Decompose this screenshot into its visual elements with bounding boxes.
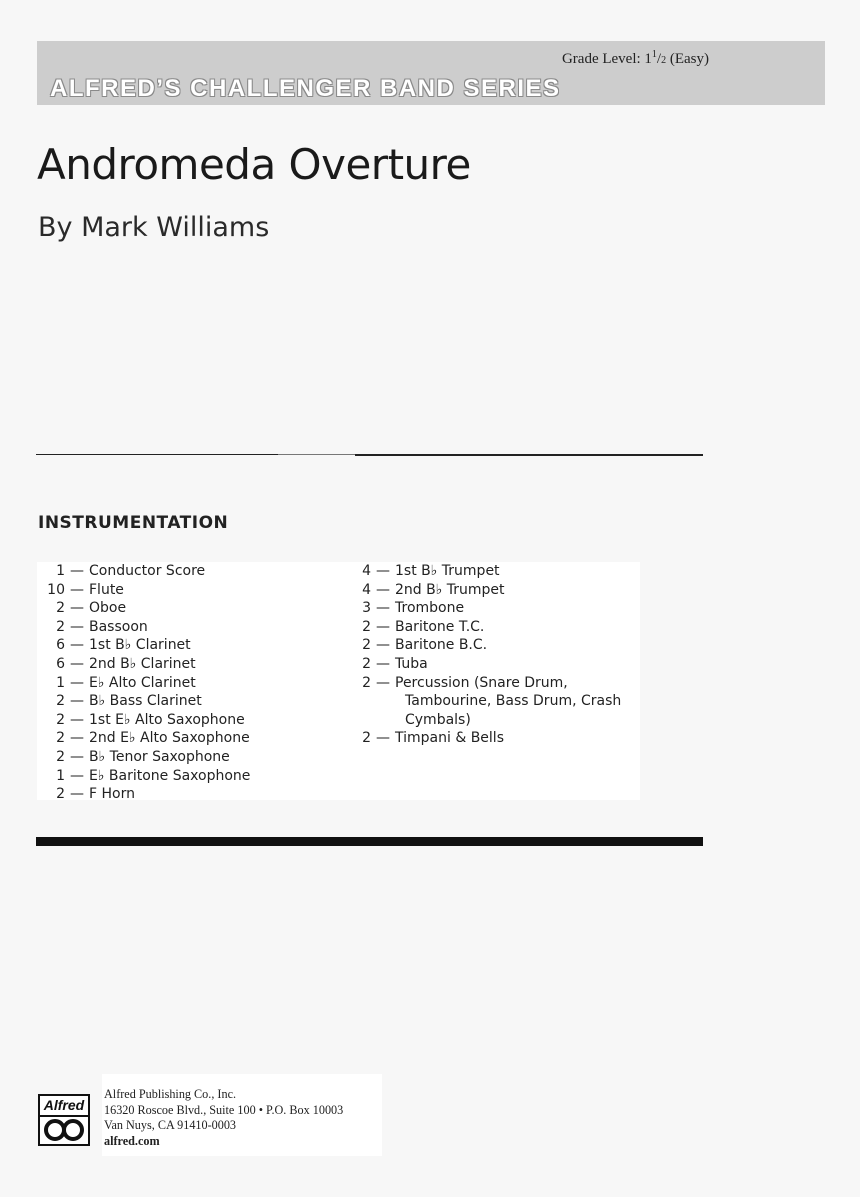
composer-byline: By Mark Williams: [38, 212, 270, 243]
instrument-dash: —: [70, 618, 84, 635]
instrument-name: [89, 599, 126, 618]
instrument-quantity: 1: [56, 767, 65, 784]
instrument-dash: —: [70, 674, 84, 691]
instrument-quantity: 1: [56, 563, 65, 579]
instrument-quantity: 2: [56, 693, 65, 710]
instrument-quantity: 2: [362, 637, 371, 654]
instrument-dash: —: [70, 563, 84, 579]
series-banner: [37, 41, 825, 105]
instrument-name-continued: Tambourine, Bass Drum, Crash: [405, 693, 622, 710]
instrument-quantity: 3: [362, 600, 371, 617]
instrumentation-heading: INSTRUMENTATION: [38, 513, 229, 533]
instrument-row: [37, 674, 337, 693]
instrument-name: [89, 655, 196, 674]
instrument-quantity: 2: [362, 674, 371, 691]
instrument-name: [395, 599, 625, 618]
grade-num: 1: [651, 49, 657, 60]
instrument-name: [89, 618, 148, 637]
instrument-name-text: Bassoon: [89, 618, 148, 635]
instrument-name-text: 2nd B♭ Trumpet: [395, 581, 505, 598]
instrument-dash: —: [376, 730, 390, 747]
instrument-quantity: 2: [362, 730, 371, 747]
instrument-name-text: Conductor Score: [89, 563, 206, 579]
publisher-name: Alfred Publishing Co., Inc.: [104, 1087, 237, 1101]
instrument-row: [355, 618, 640, 637]
publisher-address-1: 16320 Roscoe Blvd., Suite 100 • P.O. Box 10003: [104, 1102, 344, 1117]
publisher-info: [102, 1074, 382, 1156]
instrument-name-text: 2nd E♭ Alto Saxophone: [89, 730, 250, 747]
instrument-name: [395, 618, 625, 637]
instrument-name: [89, 729, 250, 748]
instrument-name-text: 1st B♭ Clarinet: [89, 637, 191, 654]
alfred-mark-icon: [44, 1118, 84, 1142]
publisher-website[interactable]: alfred.com: [104, 1133, 160, 1148]
instrument-row: [355, 562, 640, 581]
instrument-row: [37, 562, 337, 581]
instrument-row: [37, 729, 337, 748]
instrument-row: [37, 711, 337, 730]
instrument-name-text: Trombone: [395, 600, 465, 617]
instrument-quantity: 2: [362, 655, 371, 672]
instrument-quantity: 2: [56, 748, 65, 765]
instrument-dash: —: [70, 711, 84, 728]
instrument-dash: —: [70, 730, 84, 747]
divider-thin-right: [355, 454, 703, 456]
instrument-name: [89, 785, 135, 804]
instrument-row: [37, 618, 337, 637]
instrument-name-text: B♭ Bass Clarinet: [89, 693, 202, 710]
instrument-name: [395, 562, 625, 581]
instrument-name-text: 2nd B♭ Clarinet: [89, 655, 196, 672]
instrument-name-text: 1st E♭ Alto Saxophone: [89, 711, 245, 728]
instrument-quantity: 2: [56, 618, 65, 635]
instrument-row: [355, 655, 640, 674]
grade-den: 2: [661, 55, 667, 66]
instrument-row: [37, 655, 337, 674]
instrument-dash: —: [376, 600, 390, 617]
instrument-quantity: 2: [56, 711, 65, 728]
instrument-name: [89, 711, 245, 730]
instrument-name-continued: Cymbals): [405, 711, 471, 728]
instrument-quantity: 6: [56, 655, 65, 672]
instrument-name: [89, 692, 202, 711]
instrument-name-text: Flute: [89, 581, 124, 598]
instrument-row: [37, 692, 337, 711]
grade-prefix: Grade Level: 1: [561, 51, 652, 67]
instrument-dash: —: [376, 618, 390, 635]
instrument-name-text: 1st B♭ Trumpet: [395, 563, 500, 579]
instrument-row: [37, 581, 337, 600]
instrument-dash: —: [376, 563, 390, 579]
instrument-quantity: 10: [47, 581, 65, 598]
instrument-quantity: 4: [362, 581, 371, 598]
instrument-dash: —: [70, 767, 84, 784]
instrument-row: [355, 674, 640, 730]
instrument-name: [395, 636, 625, 655]
series-title: ALFRED’S CHALLENGER BAND SERIES: [50, 75, 561, 102]
page-title: Andromeda Overture: [37, 140, 471, 189]
instrument-name: [89, 562, 205, 581]
instrument-column-right: [355, 562, 640, 748]
instrument-dash: —: [376, 581, 390, 598]
instrument-quantity: 2: [56, 730, 65, 747]
instrument-name: [89, 674, 196, 693]
instrument-row: [355, 581, 640, 600]
instrument-name-text: Baritone T.C.: [395, 618, 485, 635]
instrument-name: [395, 655, 625, 674]
instrument-name: [89, 748, 230, 767]
grade-suffix: (Easy): [666, 51, 709, 67]
instrument-name: [89, 636, 191, 655]
divider-thick: [36, 837, 703, 846]
instrumentation-list: [37, 562, 640, 803]
instrument-name: [395, 674, 625, 730]
divider-thin: [36, 454, 278, 455]
instrument-dash: —: [70, 637, 84, 654]
instrument-column-left: [37, 562, 337, 804]
instrument-name: [395, 729, 625, 748]
instrument-name-text: F Horn: [89, 786, 135, 803]
instrument-row: [37, 748, 337, 767]
instrument-name-text: Timpani & Bells: [395, 730, 504, 747]
instrument-row: [355, 636, 640, 655]
instrument-dash: —: [70, 581, 84, 598]
instrument-dash: —: [70, 600, 84, 617]
instrument-dash: —: [376, 674, 390, 691]
instrument-quantity: 2: [56, 786, 65, 803]
alfred-logo: [38, 1094, 90, 1146]
divider-thin-mid: [278, 454, 355, 455]
instrument-name-text: E♭ Baritone Saxophone: [89, 767, 251, 784]
instrument-quantity: 1: [56, 674, 65, 691]
instrument-name-text: E♭ Alto Clarinet: [89, 674, 196, 691]
instrument-quantity: 6: [56, 637, 65, 654]
instrument-name: [89, 581, 124, 600]
publisher-address-2: Van Nuys, CA 91410-0003: [104, 1118, 237, 1133]
instrument-row: [37, 767, 337, 786]
instrument-name-text: B♭ Tenor Saxophone: [89, 748, 230, 765]
instrument-dash: —: [70, 655, 84, 672]
instrument-row: [355, 729, 640, 748]
instrument-name-text: Baritone B.C.: [395, 637, 488, 654]
instrument-quantity: 4: [362, 563, 371, 579]
instrument-name: [395, 581, 625, 600]
instrument-name-text: Tuba: [395, 655, 428, 672]
logo-wordmark: Alfred: [40, 1096, 88, 1117]
grade-level: Grade Level: $1^1/2$ (Easy): [561, 49, 709, 67]
instrument-row: [37, 636, 337, 655]
instrument-name-text: Oboe: [89, 600, 127, 617]
instrument-quantity: 2: [56, 600, 65, 617]
instrument-dash: —: [376, 655, 390, 672]
instrument-name: [89, 767, 250, 786]
instrument-dash: —: [70, 748, 84, 765]
instrument-dash: —: [70, 693, 84, 710]
instrument-row: [37, 599, 337, 618]
instrument-name-text: Percussion (Snare Drum,: [395, 674, 568, 691]
instrument-quantity: 2: [362, 618, 371, 635]
instrument-dash: —: [70, 786, 84, 803]
instrument-row: [355, 599, 640, 618]
instrument-dash: —: [376, 637, 390, 654]
instrument-row: [37, 785, 337, 804]
